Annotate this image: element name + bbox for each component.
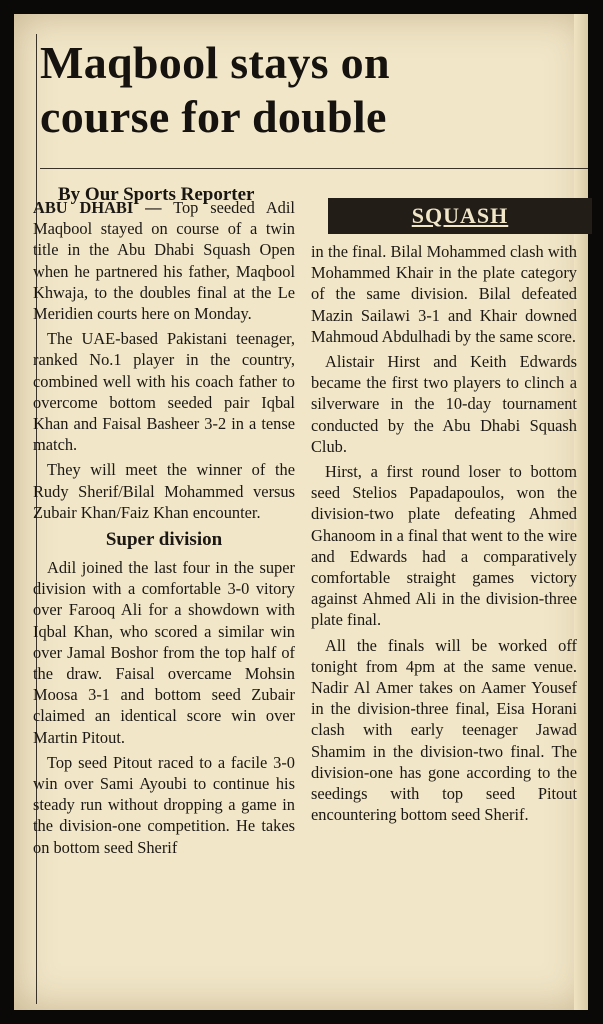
paragraph: All the finals will be worked off tonight from 4pm at the same venue. Nadir Al Amer takes on Aamer Yousef in the division-three final, Eisa Horani clash with early teenager Jawad Shamim in the division-two final. The division-one has gone according to the seedings with top seed Pitout encountering bottom seed Sherif. (311, 635, 577, 825)
paragraph: Alistair Hirst and Keith Edwards became the first two players to clinch a silverware in the 10-day tournament conducted by the Abu Dhabi Squash Club. (311, 352, 577, 456)
paragraph-text: Top seeded Adil Maqbool stayed on course of a twin title in the Abu Dhabi Squash Open when he partnered his father, Maqbool Khwaja, to the doubles final at the Le Meridien courts here on Monday. (33, 198, 295, 324)
headline-rule (40, 168, 588, 169)
paragraph: in the final. Bilal Mohammed clash with Mohammed Khair in the plate category of the same division. Bilal defeated Mazin Sailawi 3-1 and Khair downed Mahmoud Abdulhadi by the same score. (311, 242, 577, 346)
paragraph: Top seed Pitout raced to a facile 3-0 win over Sami Ayoubi to continue his steady run without dropping a game in the division-one competition. He takes on bottom seed Sherif (33, 752, 295, 857)
paragraph: Hirst, a first round loser to bottom seed Stelios Papadapoulos, won the division-two plate defeating Ahmed Ghanoom in a final that went to the wire and Edwards had a comparatively comfortable straight games victory against Ahmed Ali in the division-three plate final. (311, 462, 577, 630)
headline-line-1: Maqbool stays on (40, 37, 390, 88)
headline (40, 36, 588, 144)
column-2 (311, 241, 577, 829)
paragraph: Adil joined the last four in the super division with a comfortable 3-0 vitory over Farooq Ali for a showdown with Iqbal Khan, who scored a similar win over Jamal Boshor from the top half of the draw. Faisal overcame Mohsin Moosa 3-1 and bottom seed Zubair claimed an identical score win over Martin Pitout. (33, 558, 295, 747)
subheading: Super division (105, 529, 223, 551)
byline: By Our Sports Reporter (58, 184, 255, 205)
column-1 (33, 197, 295, 862)
paragraph: The UAE-based Pakistani teenager, ranked No.1 player in the country, combined well with his coach father to overcome bottom seeded pair Iqbal Khan and Faisal Basheer 3-2 in a tense match. (33, 329, 295, 455)
headline-line-2: course for double (40, 91, 387, 142)
section-label: SQUASH (328, 198, 592, 234)
dateline: ABU DHABI — (33, 198, 162, 217)
paragraph: They will meet the winner of the Rudy Sherif/Bilal Mohammed versus Zubair Khan/Faiz Khan encounter. (33, 460, 295, 522)
paragraph (33, 197, 295, 324)
